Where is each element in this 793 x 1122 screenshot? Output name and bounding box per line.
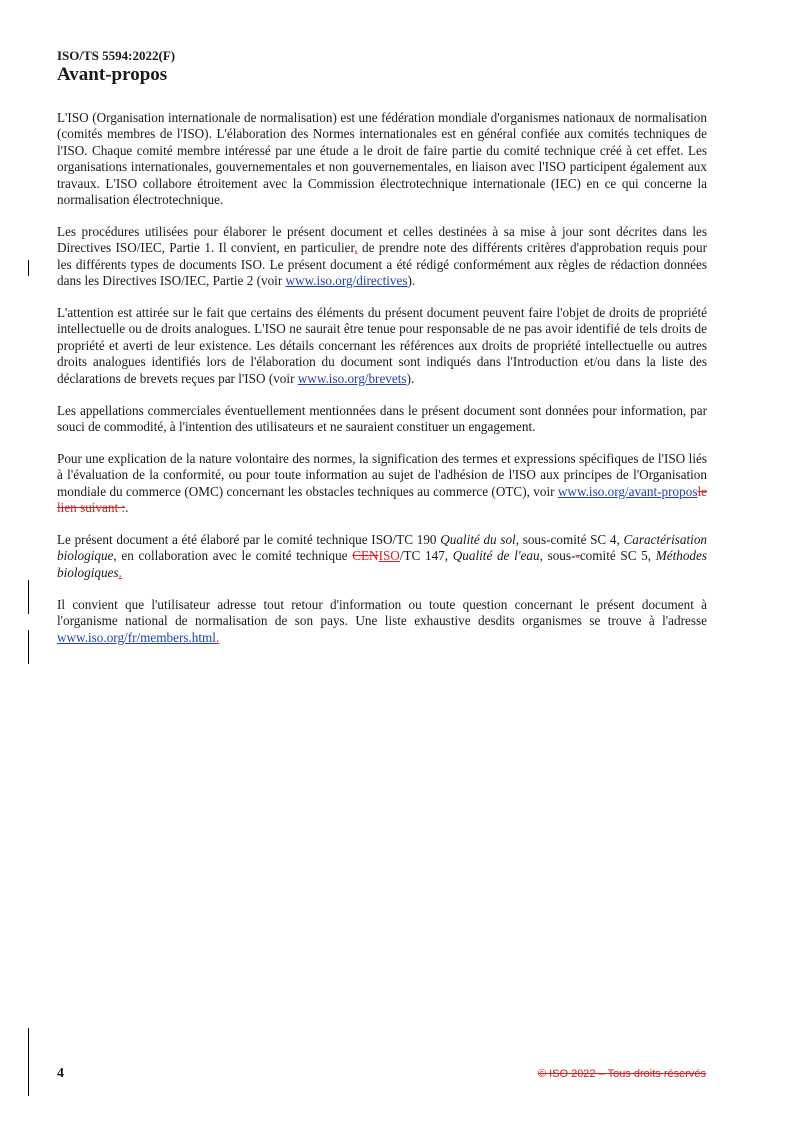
text-run: Les procédures utilisées pour élaborer le présent document et celles destinées à sa mise à jour sont décrites dans les Directives ISO/IEC, Partie 1. Il convient, en particulier — [57, 223, 707, 256]
paragraph-trade-names: Les appellations commerciales éventuellement mentionnées dans le présent document sont données pour information, par souci de commodité, à l'intention des utilisateurs et ne sauraient constituer un engagement. — [57, 402, 707, 434]
paragraph-patents — [57, 305, 707, 387]
section-title: Avant-propos — [57, 64, 168, 85]
paragraph-voluntary-standards — [57, 451, 707, 517]
text-run: ). — [406, 370, 415, 386]
inserted-text: . — [118, 564, 122, 580]
text-run: Pour une explication de la nature volontaire des normes, la signification des termes et expressions spécifiques de l'ISO liés à l'évaluation de la conformité, ou pour toute information au sujet de l'adhésion de l'ISO aux principes de l'Organisation mondiale du commerce (OMC) concernant les obstacles techniques au commerce (OTC), voir — [57, 450, 707, 499]
text-run: Le présent document a été élaboré par le comité technique ISO/TC 190 — [57, 532, 441, 548]
text-run: Il convient que l'utilisateur adresse tout retour d'information ou toute question concernant le présent document à l'organisme national de normalisation de son pays. Une liste exhaustive desdits organismes se trouve à l'adresse — [57, 596, 707, 629]
text-run: , sous-comité SC 4, — [515, 532, 624, 548]
foreword-link[interactable]: www.iso.org/avant-propos — [557, 483, 698, 499]
copyright-notice: © ISO 2022 – Tous droits réservés — [537, 1068, 706, 1080]
inserted-text: , — [354, 240, 358, 256]
deleted-text: le lien suivant : — [57, 483, 707, 516]
paragraph-committee — [57, 532, 707, 581]
text-run: ). — [407, 273, 416, 289]
text-run: comité SC 5, — [579, 548, 656, 564]
text-run: , en collaboration avec le comité technique — [113, 548, 353, 564]
body-text — [57, 110, 707, 661]
paragraph-iso-intro: L'ISO (Organisation internationale de normalisation) est une fédération mondiale d'organismes nationaux de normalisation (comités membres de l'ISO). L'élaboration des Normes internationales est en général confiée aux comités techniques de l'ISO. Chaque comité membre intéressé par une étude a le droit de faire partie du comité technique créé à cet effet. Les organisations internationales, gouvernementales et non gouvernementales, en liaison avec l'ISO participent également aux travaux. L'ISO collabore étroitement avec la Commission électrotechnique internationale (IEC) en ce qui concerne la normalisation électrotechnique. — [57, 110, 707, 208]
text-run: , sous- — [539, 548, 576, 564]
paragraph-feedback — [57, 597, 707, 646]
change-bar — [28, 580, 29, 614]
italic-title: Qualité du sol — [440, 532, 516, 548]
deleted-text: CEN — [352, 548, 379, 564]
italic-title: Méthodes biologiques — [57, 548, 708, 580]
deleted-text: - — [575, 548, 580, 564]
text-run: de prendre note des différents critères d'approbation requis pour les différents types de documents ISO. Le présent document a été rédigé conformément aux règles de rédaction données dans les Directives ISO/IEC, Partie 2 (voir — [57, 240, 707, 289]
inserted-text: . — [215, 629, 220, 645]
text-run: . — [125, 500, 129, 516]
change-bar — [28, 630, 29, 664]
patents-link[interactable]: www.iso.org/brevets — [297, 370, 407, 386]
text-run: /TC 147, — [399, 548, 453, 564]
change-bar — [28, 1028, 29, 1096]
page-number: 4 — [57, 1066, 64, 1081]
italic-title: Qualité de l'eau — [452, 548, 540, 564]
paragraph-procedures — [57, 224, 707, 290]
inserted-text: ISO — [378, 548, 400, 564]
document-identifier: ISO/TS 5594:2022(F) — [57, 48, 176, 63]
italic-title: Caractérisation biologique — [57, 532, 708, 564]
change-bar — [28, 260, 29, 276]
members-link[interactable]: www.iso.org/fr/members.html — [57, 629, 216, 645]
directives-link[interactable]: www.iso.org/directives — [285, 273, 408, 289]
text-run: L'attention est attirée sur le fait que certains des éléments du présent document peuvent faire l'objet de droits de propriété intellectuelle ou de droits analogues. L'ISO ne saurait être tenue pour responsable de ne pas avoir identifié de tels droits de propriété et averti de leur existence. Les détails concernant les références aux droits de propriété intellectuelle ou autres droits analogues identifiés lors de l'élaboration du document sont indiqués dans l'Introduction et/ou dans la liste des déclarations de brevets reçues par l'ISO (voir — [57, 305, 707, 386]
